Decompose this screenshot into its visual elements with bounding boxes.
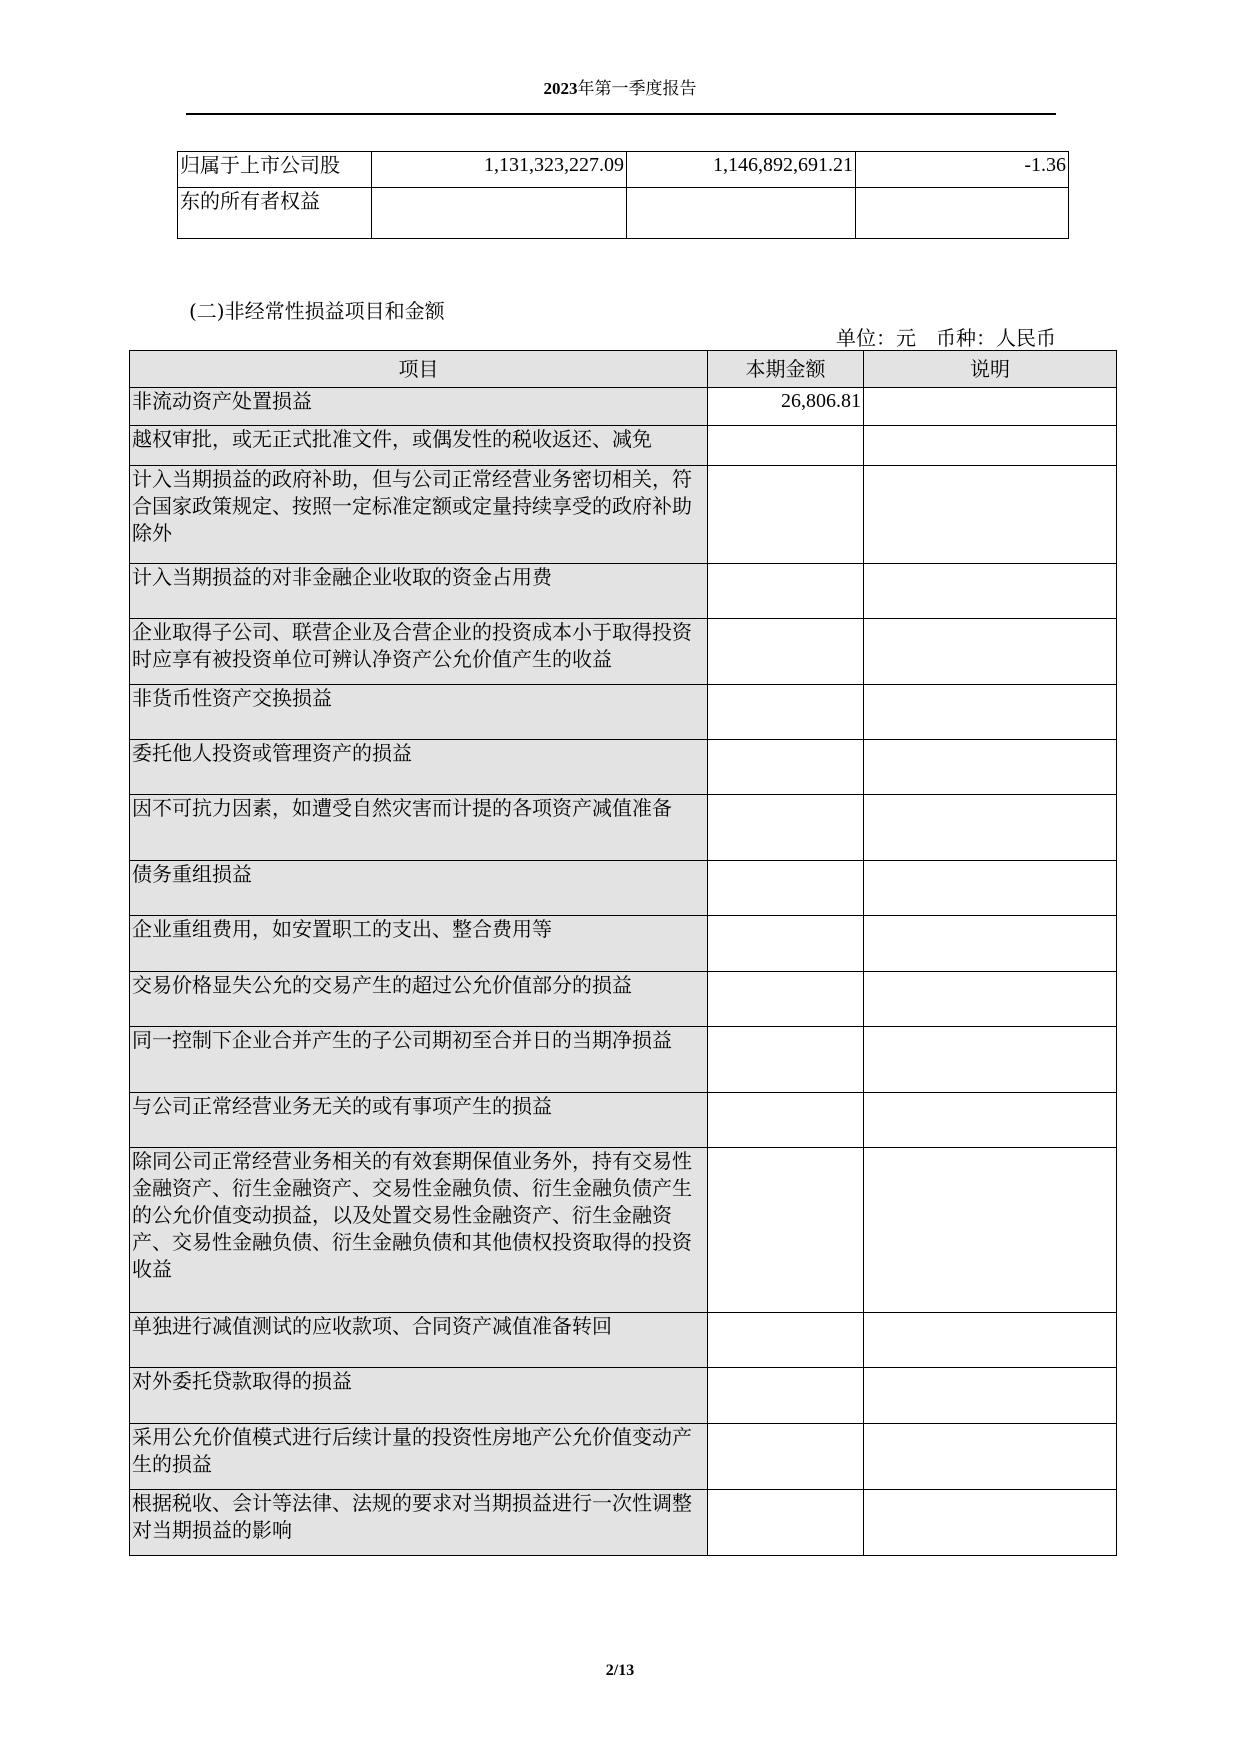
header-amount: 本期金额	[708, 351, 864, 388]
item-note	[864, 619, 1117, 685]
item-label: 对外委托贷款取得的损益	[130, 1368, 708, 1424]
item-label: 企业重组费用，如安置职工的支出、整合费用等	[130, 916, 708, 972]
item-label: 债务重组损益	[130, 861, 708, 916]
item-note	[864, 388, 1117, 426]
row-label: 东的所有者权益	[178, 188, 372, 239]
item-note	[864, 1424, 1117, 1490]
page-number: 2/13	[605, 1662, 635, 1679]
item-label: 与公司正常经营业务无关的或有事项产生的损益	[130, 1093, 708, 1148]
item-amount	[708, 1424, 864, 1490]
item-amount	[708, 1368, 864, 1424]
table-row	[130, 861, 1117, 916]
item-note	[864, 740, 1117, 795]
table-row	[130, 1424, 1117, 1490]
table-row	[178, 188, 1069, 239]
item-label: 同一控制下企业合并产生的子公司期初至合并日的当期净损益	[130, 1027, 708, 1093]
item-label: 根据税收、会计等法律、法规的要求对当期损益进行一次性调整对当期损益的影响	[130, 1490, 708, 1556]
table-row	[130, 466, 1117, 564]
item-label: 因不可抗力因素，如遭受自然灾害而计提的各项资产减值准备	[130, 795, 708, 861]
header-title: 年第一季度报告	[577, 79, 697, 99]
item-label: 计入当期损益的政府补助，但与公司正常经营业务密切相关，符合国家政策规定、按照一定标准定额或定量持续享受的政府补助除外	[130, 466, 708, 564]
item-note	[864, 1490, 1117, 1556]
table-row	[130, 1027, 1117, 1093]
table-row	[130, 685, 1117, 740]
item-label: 计入当期损益的对非金融企业收取的资金占用费	[130, 564, 708, 619]
table-row	[130, 1490, 1117, 1556]
table-row	[130, 1148, 1117, 1313]
table-row	[130, 619, 1117, 685]
header-item: 项目	[130, 351, 708, 388]
item-note	[864, 1148, 1117, 1313]
item-note	[864, 426, 1117, 466]
table-row	[130, 388, 1117, 426]
header-note: 说明	[864, 351, 1117, 388]
item-label: 越权审批，或无正式批准文件，或偶发性的税收返还、减免	[130, 426, 708, 466]
table-row	[130, 916, 1117, 972]
row-label: 归属于上市公司股	[178, 152, 372, 188]
item-note	[864, 466, 1117, 564]
cell-value: 1,131,323,227.09	[372, 152, 627, 188]
item-note	[864, 564, 1117, 619]
table-row	[130, 1368, 1117, 1424]
item-amount	[708, 466, 864, 564]
table-row	[130, 740, 1117, 795]
item-amount	[708, 1313, 864, 1368]
item-amount	[708, 740, 864, 795]
item-note	[864, 1093, 1117, 1148]
item-amount	[708, 795, 864, 861]
item-label: 采用公允价值模式进行后续计量的投资性房地产公允价值变动产生的损益	[130, 1424, 708, 1490]
item-amount	[708, 685, 864, 740]
unit-currency-line: 单位：元 币种：人民币	[836, 326, 1056, 350]
item-amount	[708, 1093, 864, 1148]
header-year: 2023	[543, 79, 578, 98]
section-title: (二)非经常性损益项目和金额	[189, 299, 445, 323]
item-label: 非货币性资产交换损益	[130, 685, 708, 740]
table-row	[130, 1313, 1117, 1368]
item-amount	[708, 972, 864, 1027]
item-label: 非流动资产处置损益	[130, 388, 708, 426]
non-recurring-items-table	[129, 350, 1117, 1556]
cell-value	[627, 188, 856, 239]
item-note	[864, 972, 1117, 1027]
cell-value: -1.36	[856, 152, 1069, 188]
item-label: 单独进行减值测试的应收款项、合同资产减值准备转回	[130, 1313, 708, 1368]
item-note	[864, 1027, 1117, 1093]
cell-value: 1,146,892,691.21	[627, 152, 856, 188]
item-note	[864, 861, 1117, 916]
item-amount	[708, 1148, 864, 1313]
item-amount	[708, 1027, 864, 1093]
item-label: 除同公司正常经营业务相关的有效套期保值业务外，持有交易性金融资产、衍生金融资产、交易性金融负债、衍生金融负债产生的公允价值变动损益，以及处置交易性金融资产、衍生金融资产、交易性金融负债、衍生金融负债和其他债权投资取得的投资收益	[130, 1148, 708, 1313]
table-row	[130, 972, 1117, 1027]
table-row	[178, 152, 1069, 188]
item-amount	[708, 619, 864, 685]
header-divider	[186, 113, 1056, 115]
table-row	[130, 1093, 1117, 1148]
equity-table	[177, 151, 1069, 239]
table-row	[130, 564, 1117, 619]
item-note	[864, 685, 1117, 740]
item-amount	[708, 1490, 864, 1556]
item-note	[864, 795, 1117, 861]
page-header	[0, 74, 1240, 99]
table-row	[130, 795, 1117, 861]
item-amount	[708, 916, 864, 972]
item-amount: 26,806.81	[708, 388, 864, 426]
cell-value	[856, 188, 1069, 239]
item-label: 交易价格显失公允的交易产生的超过公允价值部分的损益	[130, 972, 708, 1027]
cell-value	[372, 188, 627, 239]
item-label: 委托他人投资或管理资产的损益	[130, 740, 708, 795]
item-note	[864, 1368, 1117, 1424]
table-header-row	[130, 351, 1117, 388]
item-amount	[708, 564, 864, 619]
item-label: 企业取得子公司、联营企业及合营企业的投资成本小于取得投资时应享有被投资单位可辨认净资产公允价值产生的收益	[130, 619, 708, 685]
item-amount	[708, 861, 864, 916]
item-amount	[708, 426, 864, 466]
item-note	[864, 1313, 1117, 1368]
table-row	[130, 426, 1117, 466]
item-note	[864, 916, 1117, 972]
